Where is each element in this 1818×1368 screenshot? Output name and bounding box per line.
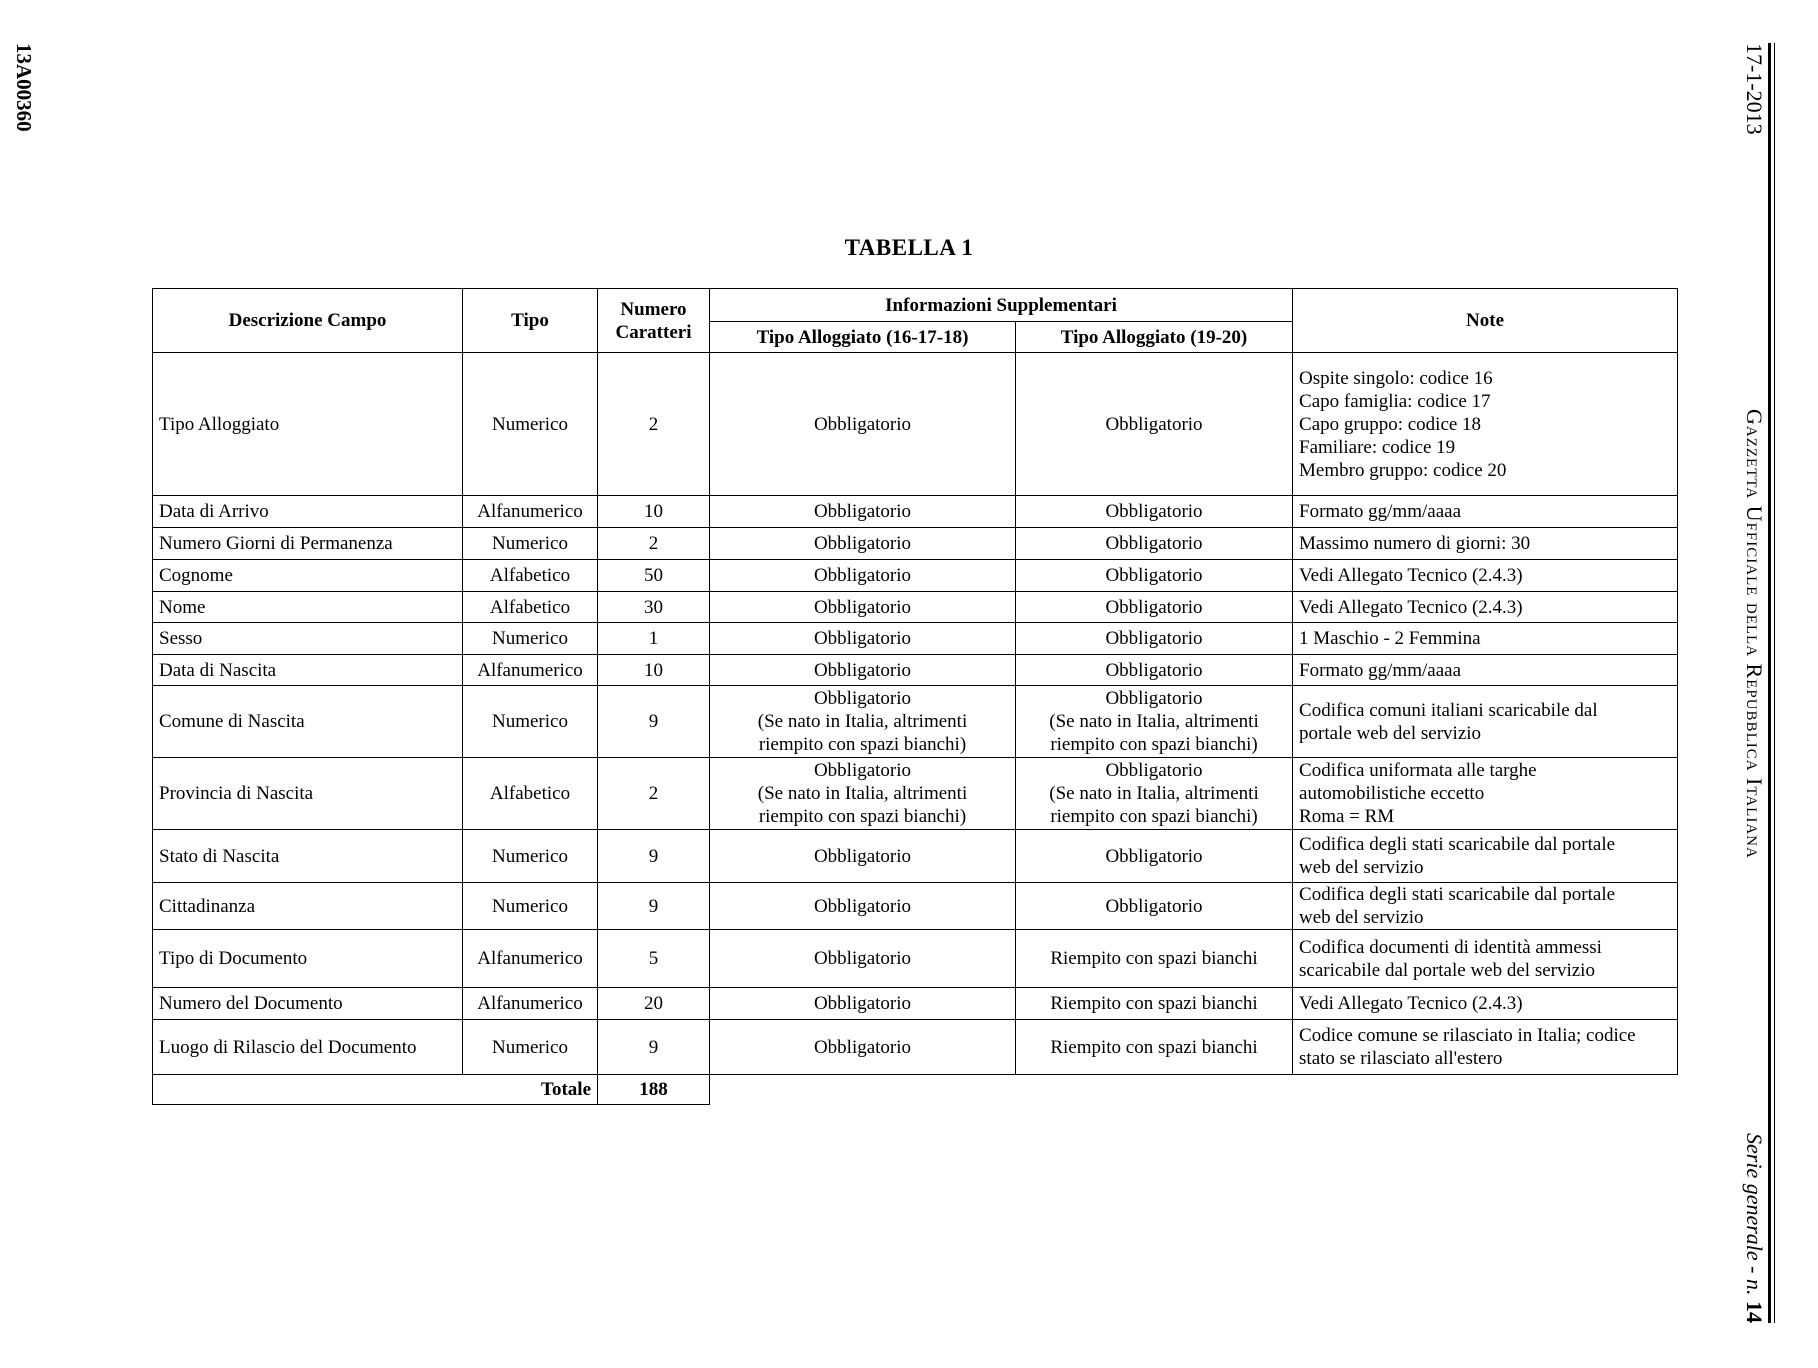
cell-tipo-alloggiato-16-18: Obbligatorio [710,623,1016,655]
cell-tipo-alloggiato-16-18: Obbligatorio (Se nato in Italia, altrimenti riempito con spazi bianchi) [710,758,1016,830]
table-row [153,353,1678,496]
cell-tipo-alloggiato-16-18: Obbligatorio [710,1020,1016,1075]
table-row [153,758,1678,830]
data-table [152,288,1678,1105]
cell-caratteri: 9 [598,883,710,930]
cell-note: Formato gg/mm/aaaa [1293,655,1678,686]
table-row [153,1020,1678,1075]
cell-note: Codice comune se rilasciato in Italia; codice stato se rilasciato all'estero [1293,1020,1678,1075]
cell-descrizione: Provincia di Nascita [153,758,463,830]
cell-descrizione: Tipo Alloggiato [153,353,463,496]
cell-descrizione: Comune di Nascita [153,686,463,758]
cell-descrizione: Sesso [153,623,463,655]
cell-note: 1 Maschio - 2 Femmina [1293,623,1678,655]
cell-note: Codifica degli stati scaricabile dal portale web del servizio [1293,830,1678,883]
cell-tipo-alloggiato-19-20: Obbligatorio [1016,560,1293,592]
empty-cell [710,1075,1678,1105]
cell-caratteri: 10 [598,655,710,686]
cell-tipo: Alfanumerico [463,496,598,528]
cell-descrizione: Data di Nascita [153,655,463,686]
cell-tipo-alloggiato-16-18: Obbligatorio [710,496,1016,528]
cell-tipo-alloggiato-19-20: Obbligatorio (Se nato in Italia, altrimenti riempito con spazi bianchi) [1016,686,1293,758]
totals-row [153,1075,1678,1105]
cell-note: Ospite singolo: codice 16 Capo famiglia: codice 17 Capo gruppo: codice 18 Familiare: codice 19 Membro gruppo: codice 20 [1293,353,1678,496]
table-row [153,592,1678,623]
cell-caratteri: 9 [598,686,710,758]
cell-tipo: Numerico [463,883,598,930]
cell-tipo-alloggiato-19-20: Obbligatorio [1016,883,1293,930]
series-number: 14 [1742,1301,1767,1323]
cell-tipo-alloggiato-16-18: Obbligatorio [710,353,1016,496]
cell-tipo-alloggiato-19-20: Obbligatorio [1016,655,1293,686]
cell-tipo-alloggiato-16-18: Obbligatorio [710,560,1016,592]
cell-tipo: Alfabetico [463,758,598,830]
table-row [153,623,1678,655]
cell-tipo-alloggiato-16-18: Obbligatorio [710,655,1016,686]
document-code: 13A00360 [12,43,36,132]
table-row [153,830,1678,883]
total-label: Totale [153,1075,598,1105]
cell-caratteri: 5 [598,930,710,988]
cell-note: Codifica documenti di identità ammessi scaricabile dal portale web del servizio [1293,930,1678,988]
cell-tipo-alloggiato-16-18: Obbligatorio [710,592,1016,623]
cell-tipo-alloggiato-16-18: Obbligatorio [710,528,1016,560]
cell-caratteri: 2 [598,758,710,830]
table-body [153,353,1678,1105]
cell-caratteri: 20 [598,988,710,1020]
table-row [153,988,1678,1020]
cell-tipo-alloggiato-19-20: Obbligatorio [1016,496,1293,528]
table-title: TABELLA 1 [844,235,974,260]
cell-tipo-alloggiato-19-20: Obbligatorio [1016,830,1293,883]
cell-tipo: Alfanumerico [463,988,598,1020]
cell-tipo-alloggiato-19-20: Obbligatorio [1016,623,1293,655]
cell-tipo-alloggiato-16-18: Obbligatorio [710,883,1016,930]
cell-note: Formato gg/mm/aaaa [1293,496,1678,528]
header-tipo: Tipo [463,289,598,353]
cell-tipo: Alfabetico [463,560,598,592]
table-row [153,655,1678,686]
cell-descrizione: Cognome [153,560,463,592]
cell-tipo-alloggiato-16-18: Obbligatorio [710,930,1016,988]
table-row [153,930,1678,988]
cell-tipo-alloggiato-16-18: Obbligatorio [710,988,1016,1020]
cell-descrizione: Tipo di Documento [153,930,463,988]
cell-tipo-alloggiato-19-20: Obbligatorio [1016,528,1293,560]
cell-caratteri: 10 [598,496,710,528]
cell-tipo-alloggiato-19-20: Riempito con spazi bianchi [1016,988,1293,1020]
cell-tipo-alloggiato-16-18: Obbligatorio [710,830,1016,883]
publication-date: 17-1-2013 [1742,43,1767,135]
cell-note: Codifica comuni italiani scaricabile dal portale web del servizio [1293,686,1678,758]
cell-tipo: Alfanumerico [463,930,598,988]
cell-tipo: Numerico [463,830,598,883]
cell-descrizione: Data di Arrivo [153,496,463,528]
cell-descrizione: Cittadinanza [153,883,463,930]
table-row [153,496,1678,528]
cell-note: Vedi Allegato Tecnico (2.4.3) [1293,988,1678,1020]
cell-descrizione: Stato di Nascita [153,830,463,883]
cell-caratteri: 30 [598,592,710,623]
cell-tipo: Alfanumerico [463,655,598,686]
cell-tipo: Numerico [463,528,598,560]
publication-name: Gazzetta Ufficiale della Repubblica Italiana [1742,408,1767,859]
table-row [153,528,1678,560]
cell-tipo: Numerico [463,623,598,655]
header-note: Note [1293,289,1678,353]
header-numero-caratteri: Numero Caratteri [598,289,710,353]
cell-tipo: Numerico [463,353,598,496]
cell-descrizione: Nome [153,592,463,623]
cell-tipo-alloggiato-19-20: Riempito con spazi bianchi [1016,930,1293,988]
cell-descrizione: Luogo di Rilascio del Documento [153,1020,463,1075]
cell-tipo: Numerico [463,1020,598,1075]
cell-caratteri: 1 [598,623,710,655]
cell-caratteri: 50 [598,560,710,592]
table-row [153,686,1678,758]
table-row [153,560,1678,592]
table-row [153,883,1678,930]
cell-note: Massimo numero di giorni: 30 [1293,528,1678,560]
cell-tipo-alloggiato-19-20: Riempito con spazi bianchi [1016,1020,1293,1075]
header-tipo-alloggiato-19-20: Tipo Alloggiato (19-20) [1016,322,1293,353]
cell-tipo-alloggiato-19-20: Obbligatorio [1016,592,1293,623]
cell-tipo: Alfabetico [463,592,598,623]
cell-tipo-alloggiato-19-20: Obbligatorio [1016,353,1293,496]
series-info [1740,1133,1768,1323]
total-value: 188 [598,1075,710,1105]
header-descrizione: Descrizione Campo [153,289,463,353]
cell-note: Vedi Allegato Tecnico (2.4.3) [1293,592,1678,623]
cell-caratteri: 9 [598,830,710,883]
cell-caratteri: 2 [598,353,710,496]
cell-tipo-alloggiato-16-18: Obbligatorio (Se nato in Italia, altrimenti riempito con spazi bianchi) [710,686,1016,758]
cell-descrizione: Numero del Documento [153,988,463,1020]
cell-tipo: Numerico [463,686,598,758]
cell-caratteri: 9 [598,1020,710,1075]
series-prefix: Serie generale - n. [1742,1133,1767,1296]
header-info-supplementari: Informazioni Supplementari [710,289,1293,322]
cell-note: Vedi Allegato Tecnico (2.4.3) [1293,560,1678,592]
cell-caratteri: 2 [598,528,710,560]
cell-note: Codifica uniformata alle targhe automobilistiche eccetto Roma = RM [1293,758,1678,830]
cell-descrizione: Numero Giorni di Permanenza [153,528,463,560]
cell-tipo-alloggiato-19-20: Obbligatorio (Se nato in Italia, altrimenti riempito con spazi bianchi) [1016,758,1293,830]
cell-note: Codifica degli stati scaricabile dal portale web del servizio [1293,883,1678,930]
header-tipo-alloggiato-16-18: Tipo Alloggiato (16-17-18) [710,322,1016,353]
